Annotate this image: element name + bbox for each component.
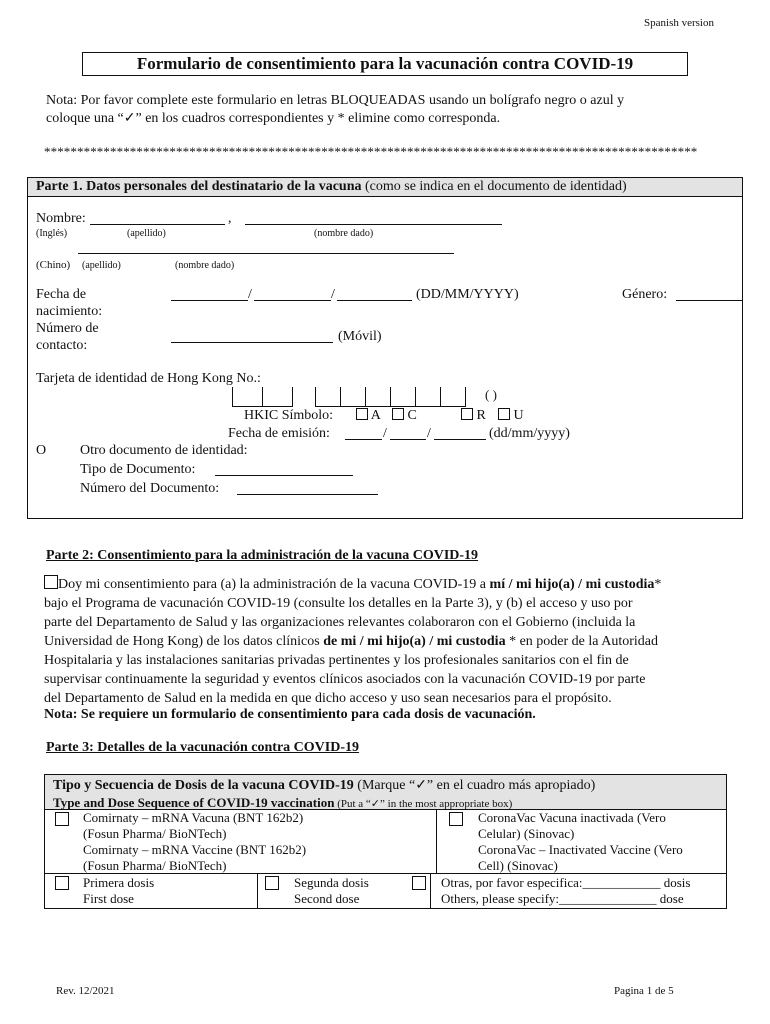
table-heading-en-bold: Type and Dose Sequence of COVID-19 vaccination: [53, 795, 335, 810]
hkic-symbol-c[interactable]: [392, 408, 417, 424]
issue-year-field[interactable]: [434, 439, 486, 440]
issue-slash-1: /: [383, 426, 387, 441]
first-dose-label-en: First dose: [83, 891, 134, 906]
surname-sublabel: (apellido): [127, 228, 166, 239]
other-dose-checkbox[interactable]: [412, 876, 426, 890]
gender-label: Género:: [622, 287, 668, 302]
comirnaty-line: Comirnaty – mRNA Vaccine (BNT 162b2): [83, 842, 307, 857]
symbol-a-label: A: [370, 408, 381, 423]
coronavac-line: Celular) (Sinovac): [478, 826, 575, 841]
hkid-box-divider: [262, 387, 263, 407]
english-label: (Inglés): [36, 228, 68, 239]
table-heading-en-rest: (Put a “✓” in the most appropriate box): [334, 798, 513, 810]
consent-line-3: parte del Departamento de Salud y las organizaciones relevantes colaboraron con el Gobierno (incluida la: [44, 615, 636, 630]
second-dose-label-es: Segunda dosis: [294, 875, 369, 890]
comirnaty-line: (Fosun Pharma/ BioNTech): [83, 826, 227, 841]
contact-label-1: Número de: [36, 321, 99, 336]
hkid-box-divider: [292, 387, 293, 407]
name-label: Nombre:: [36, 211, 86, 226]
coronavac-option: [478, 810, 683, 874]
title-box: [82, 52, 688, 76]
consent-line-1: [44, 575, 714, 594]
or-label: O: [36, 443, 47, 458]
dob-year-field[interactable]: [337, 300, 412, 301]
doc-number-label: Número del Documento:: [80, 481, 220, 496]
hkid-check-digit[interactable]: ( ): [485, 387, 497, 402]
version-label: Spanish version: [644, 17, 714, 29]
second-dose-label-en: Second dose: [294, 891, 360, 906]
separator-stars: ***************************************************************************************************: [44, 144, 698, 159]
consent-asterisk: *: [654, 577, 662, 592]
first-dose-label-es: Primera dosis: [83, 875, 155, 890]
part1-heading: [36, 179, 627, 195]
hkid-box-divider: [390, 387, 391, 407]
dob-day-field[interactable]: [171, 300, 248, 301]
issue-slash-2: /: [427, 426, 431, 441]
mobile-field[interactable]: [171, 342, 333, 343]
other-dose-label-es: Otras, por favor especifica:____________ dosis: [441, 875, 691, 890]
doc-type-label: Tipo de Documento:: [80, 462, 196, 477]
dob-label-2: nacimiento:: [36, 304, 103, 319]
consent-subject: mí / mi hijo(a) / mi custodia: [489, 577, 655, 592]
note-line-1: Nota: Por favor complete este formulario en letras BLOQUEADAS usando un bolígrafo negro o azul y: [46, 93, 625, 108]
issue-date-label: Fecha de emisión:: [228, 426, 330, 441]
page-number: Pagina 1 de 5: [614, 985, 674, 997]
checkbox-icon[interactable]: [461, 408, 473, 420]
coronavac-line: CoronaVac – Inactivated Vaccine (Vero: [478, 842, 683, 857]
dob-slash-1: /: [248, 287, 252, 302]
chinese-surname-sublabel: (apellido): [82, 260, 121, 271]
first-dose-checkbox[interactable]: [55, 876, 69, 890]
part3-heading: Parte 3: Detalles de la vacunación contra COVID-19: [46, 740, 360, 755]
gender-field[interactable]: [676, 300, 742, 301]
table-heading-es-bold: Tipo y Secuencia de Dosis de la vacuna COVID-19: [53, 778, 354, 793]
hkid-label: Tarjeta de identidad de Hong Kong No.:: [36, 371, 261, 386]
doc-type-field[interactable]: [215, 475, 353, 476]
consent-subject: de mi / mi hijo(a) / mi custodia: [323, 634, 506, 649]
coronavac-line: Cell) (Sinovac): [478, 858, 558, 873]
other-dose-option: [441, 875, 690, 907]
consent-paragraph: [44, 575, 714, 708]
consent-line-5: Hospitalaria y las instalaciones sanitarias privadas pertinentes y los profesionales sanitarios con el fin de: [44, 653, 629, 668]
consent-text: * en poder de la Autoridad: [505, 634, 658, 649]
comirnaty-option: [83, 810, 306, 874]
hkid-box-divider: [415, 387, 416, 407]
hkid-box-divider: [465, 387, 466, 407]
checkbox-icon[interactable]: [356, 408, 368, 420]
hkic-symbol-u[interactable]: [498, 408, 524, 424]
issue-month-field[interactable]: [390, 439, 426, 440]
dob-month-field[interactable]: [254, 300, 331, 301]
other-dose-label-en: Others, please specify:_______________ dose: [441, 891, 684, 906]
hkic-symbol-label: HKIC Símbolo:: [244, 408, 334, 423]
symbol-c-label: C: [407, 408, 417, 423]
comma: ,: [228, 211, 232, 226]
given-name-field[interactable]: [245, 224, 502, 225]
chinese-given-sublabel: (nombre dado): [175, 260, 235, 271]
first-dose-option: [83, 875, 154, 907]
dob-format: (DD/MM/YYYY): [416, 287, 519, 302]
hkid-box-divider: [340, 387, 341, 407]
consent-checkbox[interactable]: [44, 575, 58, 589]
mobile-label: (Móvil): [338, 329, 382, 344]
other-doc-label: Otro documento de identidad:: [80, 443, 248, 458]
dose-row-divider: [430, 873, 431, 909]
part2-heading: Parte 2: Consentimiento para la administración de la vacuna COVID-19: [46, 548, 479, 563]
consent-text: Doy mi consentimiento para (a) la administración de la vacuna COVID-19 a: [58, 577, 490, 592]
issue-date-format: (dd/mm/yyyy): [489, 426, 570, 441]
dose-row-divider: [257, 873, 258, 909]
part1-heading-bold: Parte 1. Datos personales del destinatario de la vacuna: [36, 179, 362, 194]
part1-heading-rest: (como se indica en el documento de identidad): [361, 179, 627, 194]
vaccine-row-divider: [436, 809, 437, 874]
page-title: Formulario de consentimiento para la vacunación contra COVID-19: [136, 54, 634, 73]
hkic-symbol-r[interactable]: [461, 408, 486, 424]
table-heading-es: [53, 777, 595, 794]
symbol-u-label: U: [513, 408, 524, 423]
hkid-box-divider: [315, 387, 316, 407]
checkbox-icon[interactable]: [392, 408, 404, 420]
consent-line-4: [44, 632, 714, 651]
dob-slash-2: /: [331, 287, 335, 302]
symbol-r-label: R: [476, 408, 486, 423]
consent-text: Universidad de Hong Kong) de los datos clínicos: [44, 634, 324, 649]
comirnaty-line: (Fosun Pharma/ BioNTech): [83, 858, 227, 873]
chinese-name-field[interactable]: [78, 253, 454, 254]
checkbox-icon[interactable]: [498, 408, 510, 420]
hkid-box-divider: [232, 387, 233, 407]
hkid-box-divider: [440, 387, 441, 407]
comirnaty-line: Comirnaty – mRNA Vacuna (BNT 162b2): [83, 810, 304, 825]
surname-field[interactable]: [90, 224, 225, 225]
coronavac-checkbox[interactable]: [449, 812, 463, 826]
consent-line-7: del Departamento de Salud en la medida en que dicho acceso y uso sean necesarios para el propósito.: [44, 691, 612, 706]
doc-number-field[interactable]: [237, 494, 378, 495]
hkic-symbol-a[interactable]: [356, 408, 381, 424]
chinese-label: (Chino): [36, 259, 71, 271]
given-name-sublabel: (nombre dado): [314, 228, 374, 239]
issue-day-field[interactable]: [345, 439, 382, 440]
second-dose-checkbox[interactable]: [265, 876, 279, 890]
second-dose-option: [294, 875, 369, 907]
consent-line-2: bajo el Programa de vacunación COVID-19 (consulte los detalles en la Parte 3), y (b) el acceso y uso por: [44, 596, 633, 611]
hkid-box-divider: [365, 387, 366, 407]
table-heading-es-rest: (Marque “✓” en el cuadro más apropiado): [353, 778, 596, 793]
contact-label-2: contacto:: [36, 338, 88, 353]
revision-label: Rev. 12/2021: [56, 985, 115, 997]
consent-line-6: supervisar continuamente la seguridad y eventos clínicos asociados con la vacunación COVID-19 por parte: [44, 672, 646, 687]
comirnaty-checkbox[interactable]: [55, 812, 69, 826]
note-line-2: coloque una “✓” en los cuadros correspondientes y * elimine como corresponda.: [46, 111, 501, 126]
coronavac-line: CoronaVac Vacuna inactivada (Vero: [478, 810, 666, 825]
dob-label-1: Fecha de: [36, 287, 87, 302]
part2-note: Nota: Se requiere un formulario de consentimiento para cada dosis de vacunación.: [44, 707, 536, 722]
